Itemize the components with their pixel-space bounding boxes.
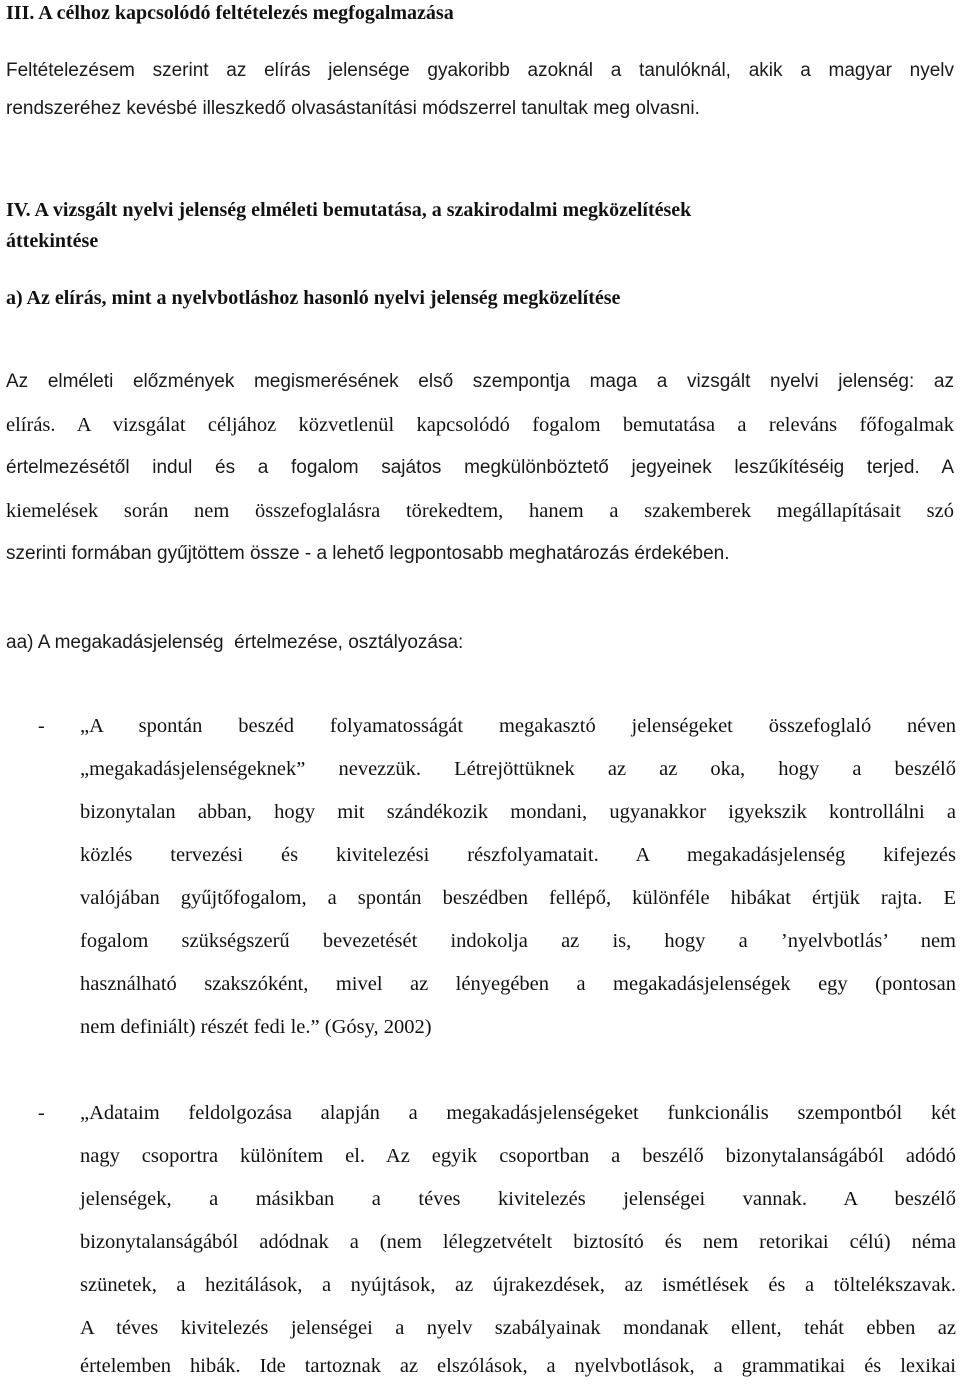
bullet-2-line-3: jelenségek, a másikban a téves kivitelezés jelenségei vannak. A beszélő [80,1188,956,1210]
bullet-2-line-5: szünetek, a hezitálások, a nyújtások, az újrakezdések, az ismétlések és a töltelékszavak. [80,1274,956,1296]
bullet-1-line-4: közlés tervezési és kivitelezési részfolyamatait. A megakadásjelenség kifejezés [80,844,956,866]
section-3-line-2: rendszeréhez kevésbé illeszkedő olvasástanítási módszerrel tanultak meg olvasni. [6,98,700,119]
section-4-heading-line-2: áttekintése [6,230,99,252]
bullet-2-line-7: értelemben hibák. Ide tartoznak az elszólások, a nyelvbotlások, a grammatikai és lexikai [80,1355,956,1377]
paragraph-line-5: szerinti formában gyűjtöttem össze - a lehető legpontosabb meghatározás érdekében. [6,543,730,564]
paragraph-line-2: elírás. A vizsgálat céljához közvetlenül kapcsolódó fogalom bemutatása a releváns főfogalmak [6,414,954,436]
bullet-2-line-2: nagy csoportra különítem el. Az egyik csoportban a beszélő bizonytalanságából adódó [80,1145,956,1167]
bullet-1-line-2: „megakadásjelenségeknek” nevezzük. Létrejöttüknek az az oka, hogy a beszélő [80,758,956,780]
section-3-line-1: Feltételezésem szerint az elírás jelensége gyakoribb azoknál a tanulóknál, akik a magyar nyelv [6,60,954,81]
subheading-a: a) Az elírás, mint a nyelvbotláshoz hasonló nyelvi jelenség megközelítése [6,287,621,309]
paragraph-line-4: kiemelések során nem összefoglalásra törekedtem, hanem a szakemberek megállapításait szó [6,500,954,522]
bullet-1-line-5: valójában gyűjtőfogalom, a spontán beszédben fellépő, különféle hibákat értjük rajta. E [80,887,956,909]
bullet-1-line-7: használható szakszóként, mivel az lényegében a megakadásjelenségek egy (pontosan [80,973,956,995]
subheading-aa: aa) A megakadásjelenség értelmezése, osztályozása: [6,632,464,653]
bullet-1-line-3: bizonytalan abban, hogy mit szándékozik mondani, ugyanakkor igyekszik kontrollálni a [80,801,956,823]
section-3-heading: III. A célhoz kapcsolódó feltételezés megfogalmazása [6,2,454,24]
bullet-2-line-6: A téves kivitelezés jelenségei a nyelv szabályainak mondanak ellent, tehát ebben az [80,1317,956,1339]
bullet-1-dash: - [38,715,45,737]
bullet-2-dash: - [38,1102,45,1124]
paragraph-line-3: értelmezésétől indul és a fogalom sajátos megkülönböztető jegyeinek leszűkítéséig terjed. A [6,457,954,478]
bullet-1-line-1: „A spontán beszéd folyamatosságát megakasztó jelenségeket összefoglaló néven [80,715,956,737]
paragraph-line-1: Az elméleti előzmények megismerésének első szempontja maga a vizsgált nyelvi jelenség: az [6,371,954,392]
section-4-heading-line-1: IV. A vizsgált nyelvi jelenség elméleti bemutatása, a szakirodalmi megközelítések [6,199,692,221]
bullet-1-line-8: nem definiált) részét fedi le.” (Gósy, 2002) [80,1016,432,1038]
bullet-2-line-1: „Adataim feldolgozása alapján a megakadásjelenségeket funkcionális szempontból két [80,1102,956,1124]
bullet-1-line-6: fogalom szükségszerű bevezetését indokolja az is, hogy a ’nyelvbotlás’ nem [80,930,956,952]
bullet-2-line-4: bizonytalanságából adódnak a (nem lélegzetvételt biztosító és nem retorikai célú) néma [80,1231,956,1253]
